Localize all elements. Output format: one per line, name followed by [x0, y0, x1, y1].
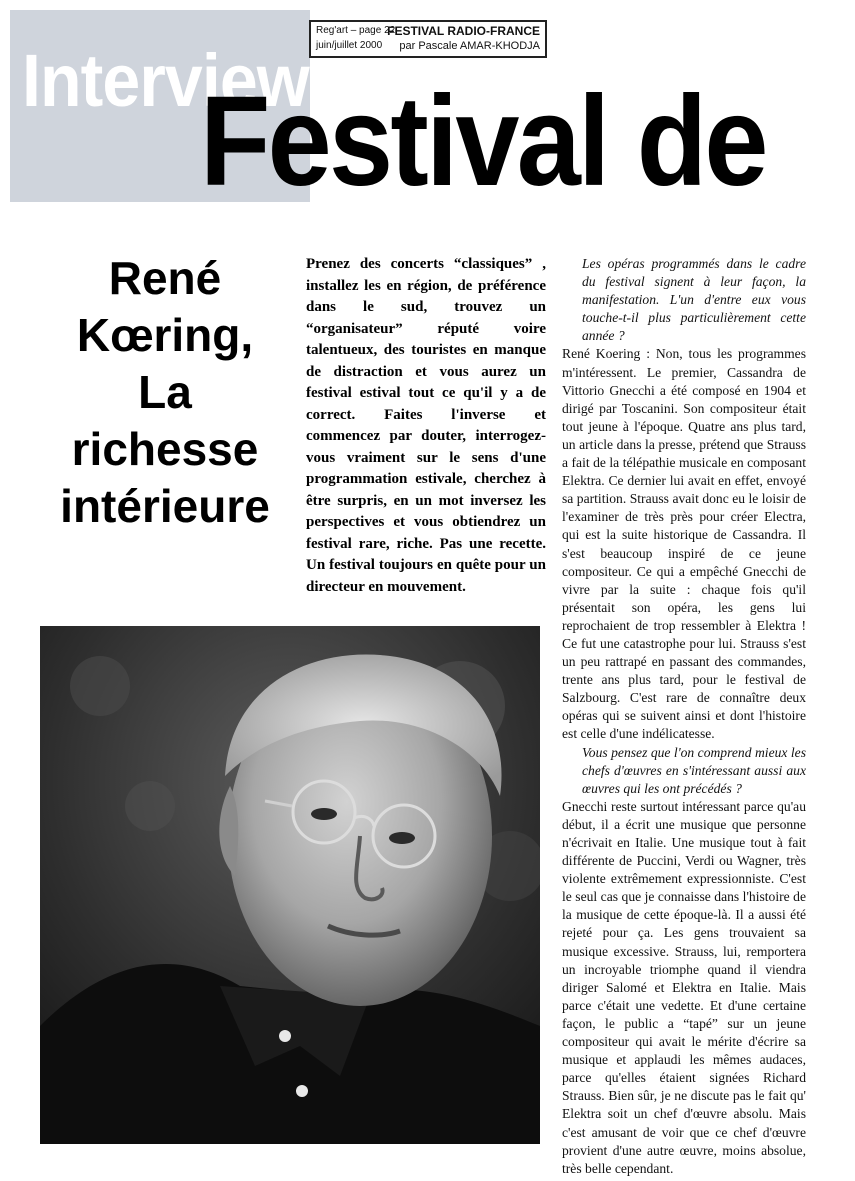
interview-question: Les opéras programmés dans le cadre du festival signent à leur façon, la manifestation. L'un d'entre eux vous touche-t-il plus particulièrement cette année ? — [582, 256, 806, 344]
festival-name: FESTIVAL RADIO-FRANCE — [387, 24, 540, 38]
article-subtitle — [40, 250, 290, 535]
issue-info-box — [309, 20, 547, 58]
portrait-photo — [40, 626, 540, 1144]
subtitle-line: richesse — [71, 423, 259, 475]
author-byline: par Pascale AMAR-KHODJA — [399, 40, 540, 52]
intro-paragraph: Prenez des concerts “classiques” , installez les en région, de préférence dans le sud, trouvez un “organisateur” réputé voire talentueux, des touristes en manque de distraction et vous aurez un festival estival tout ce qu'il y a de correct. Faites l'inverse et commencez par douter, interrogez-vous vraiment sur le sens d'une programmation estivale, cherchez à être surpris, en un mot inversez les perspectives et vous obtiendrez un festival rare, riche. Pas une recette. Un festival toujours en quête pour un directeur en mouvement. — [306, 256, 546, 595]
magazine-page-label: Reg'art – page 22 — [316, 25, 396, 36]
subtitle-line: Kœring, — [76, 309, 254, 361]
interview-answer: Gnecchi reste surtout intéressant parce qu'au début, il a écrit une musique que personne n'écrivait en Italie. Une musique tout à fait différente de Puccini, Verdi ou Wagner, très violente extrêmement expressionniste. C'est le seul cas que je connaisse dans l'histoire de la musique de cette époque-là. Il a aussi été rejeté pour ça. Les gens trouvaient sa musique excessive. Strauss, lui, remportera un incroyable triomphe quand il viendra diriger Salomé et Elektra en Italie. Mais parce c'était une vedette. Et d'une certaine façon, le public a “tapé” sur un jeune compositeur qui avait le mérite d'écrire sa musique et applaudi les mêmes audaces, parce qu'elles étaient signées Richard Strauss. Bien sûr, je ne discute pas le fait qu' Elektra soit un chef d'œuvre absolu. Mais c'est amusant de voir que ce chef d'œuvre provient d'une autre œuvre, moins absolue, très belle cependant. — [562, 798, 806, 1176]
section-word: Interview — [22, 39, 309, 122]
interview-column — [562, 255, 806, 1178]
subtitle-line: La — [138, 366, 192, 418]
interview-answer: René Koering : Non, tous les programmes m'intéressent. Le premier, Cassandra de Vittorio Gnecchi a été composé en 1904 et dirigé par Toscanini. Son compositeur était tout jeune à l'époque. Quatre ans plus tard, un article dans la presse, prétend que Strauss a fait de la télépathie musicale en composant Elektra. Ce dernier lui avait en effet, envoyé sa partition. Strauss avait donc eu le loisir de l'examiner de très près pour créer Electra, qui est la suite historique de Cassandra. Il s'est beaucoup inspiré de ce jeune compositeur. Ce qui a empêché Gnecchi de vivre par la suite : chaque fois qu'il présentait son opéra, les gens lui reprochaient de trop ressembler à Elektra ! Ce fut une catastrophe pour lui. Strauss s'est un peu rattrapé en passant des commandes, trente ans plus tard, pour le festival de Salzbourg. C'est rare de connaître deux opéras qui se suivent ainsi et dont l'histoire est celle d'une indélicatesse. — [562, 346, 806, 742]
subtitle-line: René — [108, 252, 222, 304]
subtitle-line: intérieure — [60, 480, 270, 532]
page-title: Festival de — [200, 70, 766, 213]
issue-date: juin/juillet 2000 — [316, 40, 383, 51]
interview-question: Vous pensez que l'on comprend mieux les chefs d'œuvres en s'intéressant aussi aux œuvres qui les ont précédés ? — [582, 744, 806, 796]
